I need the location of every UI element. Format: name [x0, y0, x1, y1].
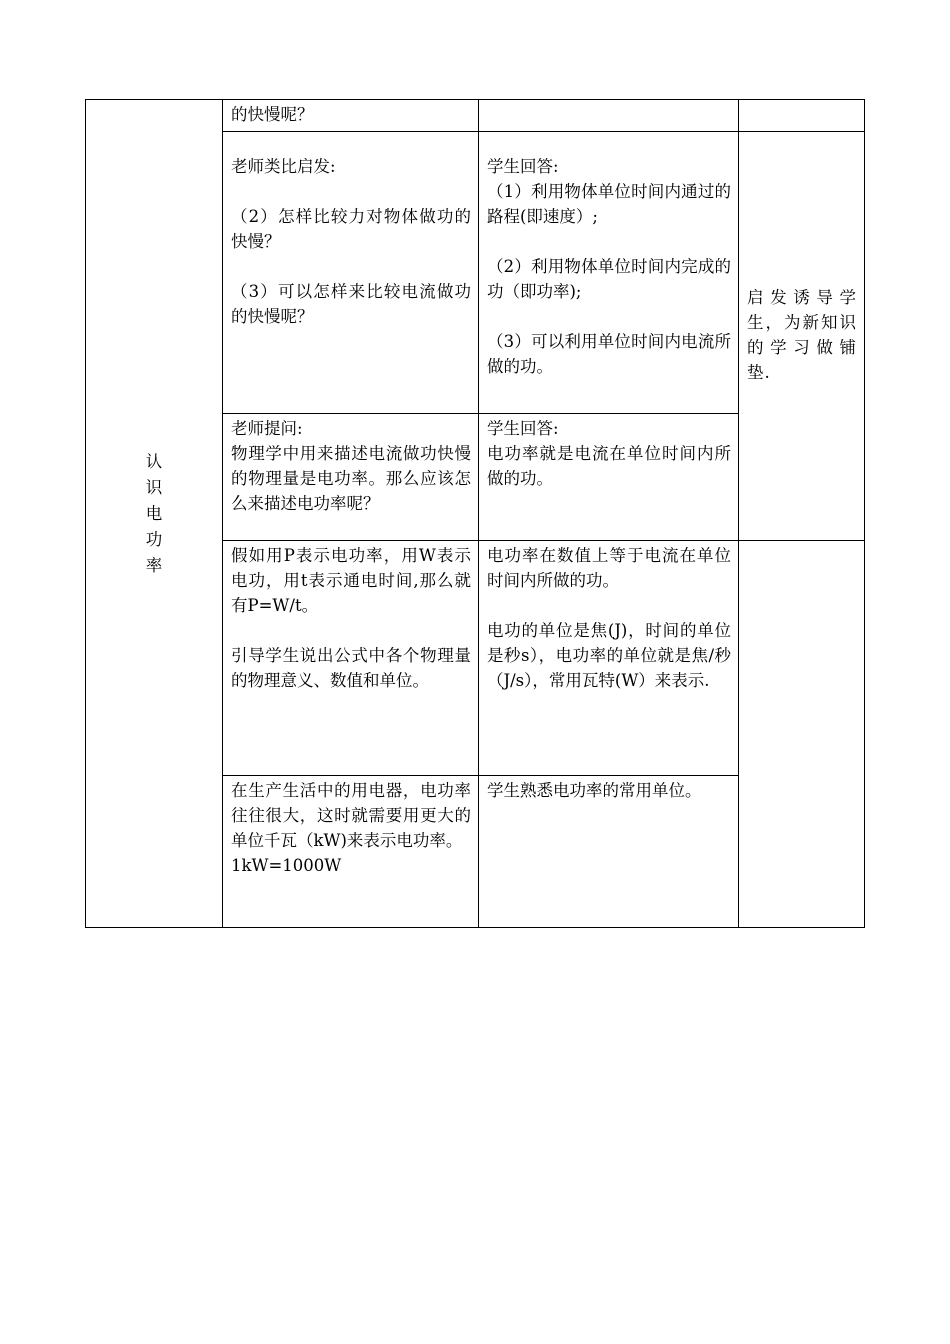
teacher-activity-cell	[223, 776, 479, 928]
teacher-activity-cell	[223, 414, 479, 541]
intent-text: 启发诱导学生，为新知识的学习做铺垫.	[747, 288, 857, 382]
teacher-activity-cell	[223, 132, 479, 414]
section-label: 认识电功率	[145, 451, 163, 575]
intent-cell	[739, 541, 865, 928]
section-label-cell	[86, 100, 223, 928]
teacher-text: （2）怎样比较力对物体做功的快慢？	[231, 207, 471, 251]
teacher-text: 假如用P表示电功率，用W表示电功，用t表示通电时间,那么就有P=W/t。	[231, 546, 471, 615]
teacher-text: 的快慢呢？	[231, 105, 314, 124]
student-text: 电功率在数值上等于电流在单位时间内所做的功。	[487, 546, 731, 590]
teacher-text: 老师提问:	[231, 419, 303, 438]
teacher-text: 引导学生说出公式中各个物理量的物理意义、数值和单位。	[231, 646, 471, 690]
teacher-activity-cell	[223, 541, 479, 776]
teacher-text: 在生产生活中的用电器，电功率往往很大，这时就需要用更大的单位千瓦（kW)来表示电功率。	[231, 781, 471, 850]
student-activity-cell	[479, 132, 739, 414]
student-text: 电功的单位是焦(J)，时间的单位是秒s），电功率的单位就是焦/秒（J/s），常用瓦特(W）来表示.	[487, 621, 731, 690]
student-activity-cell	[479, 776, 739, 928]
lesson-plan-table	[85, 99, 865, 928]
student-activity-cell	[479, 414, 739, 541]
teacher-text: 物理学中用来描述电流做功快慢的物理量是电功率。那么应该怎么来描述电功率呢？	[231, 444, 471, 513]
intent-cell	[739, 132, 865, 541]
student-text: 学生熟悉电功率的常用单位。	[487, 781, 702, 800]
student-text: 学生回答:	[487, 157, 559, 176]
student-activity-cell	[479, 100, 739, 132]
student-text: 学生回答:	[487, 419, 559, 438]
student-text: （3）可以利用单位时间内电流所做的功。	[487, 332, 731, 376]
table-row	[86, 100, 865, 132]
intent-cell	[739, 100, 865, 132]
student-text: （1）利用物体单位时间内通过的路程(即速度）;	[487, 182, 731, 226]
teacher-activity-cell	[223, 100, 479, 132]
student-activity-cell	[479, 541, 739, 776]
teacher-text: 老师类比启发:	[231, 157, 336, 176]
teacher-text: （3）可以怎样来比较电流做功的快慢呢？	[231, 282, 471, 326]
student-text: （2）利用物体单位时间内完成的功（即功率);	[487, 257, 731, 301]
student-text: 电功率就是电流在单位时间内所做的功。	[487, 444, 731, 488]
teacher-text: 1kW=1000W	[231, 856, 342, 875]
